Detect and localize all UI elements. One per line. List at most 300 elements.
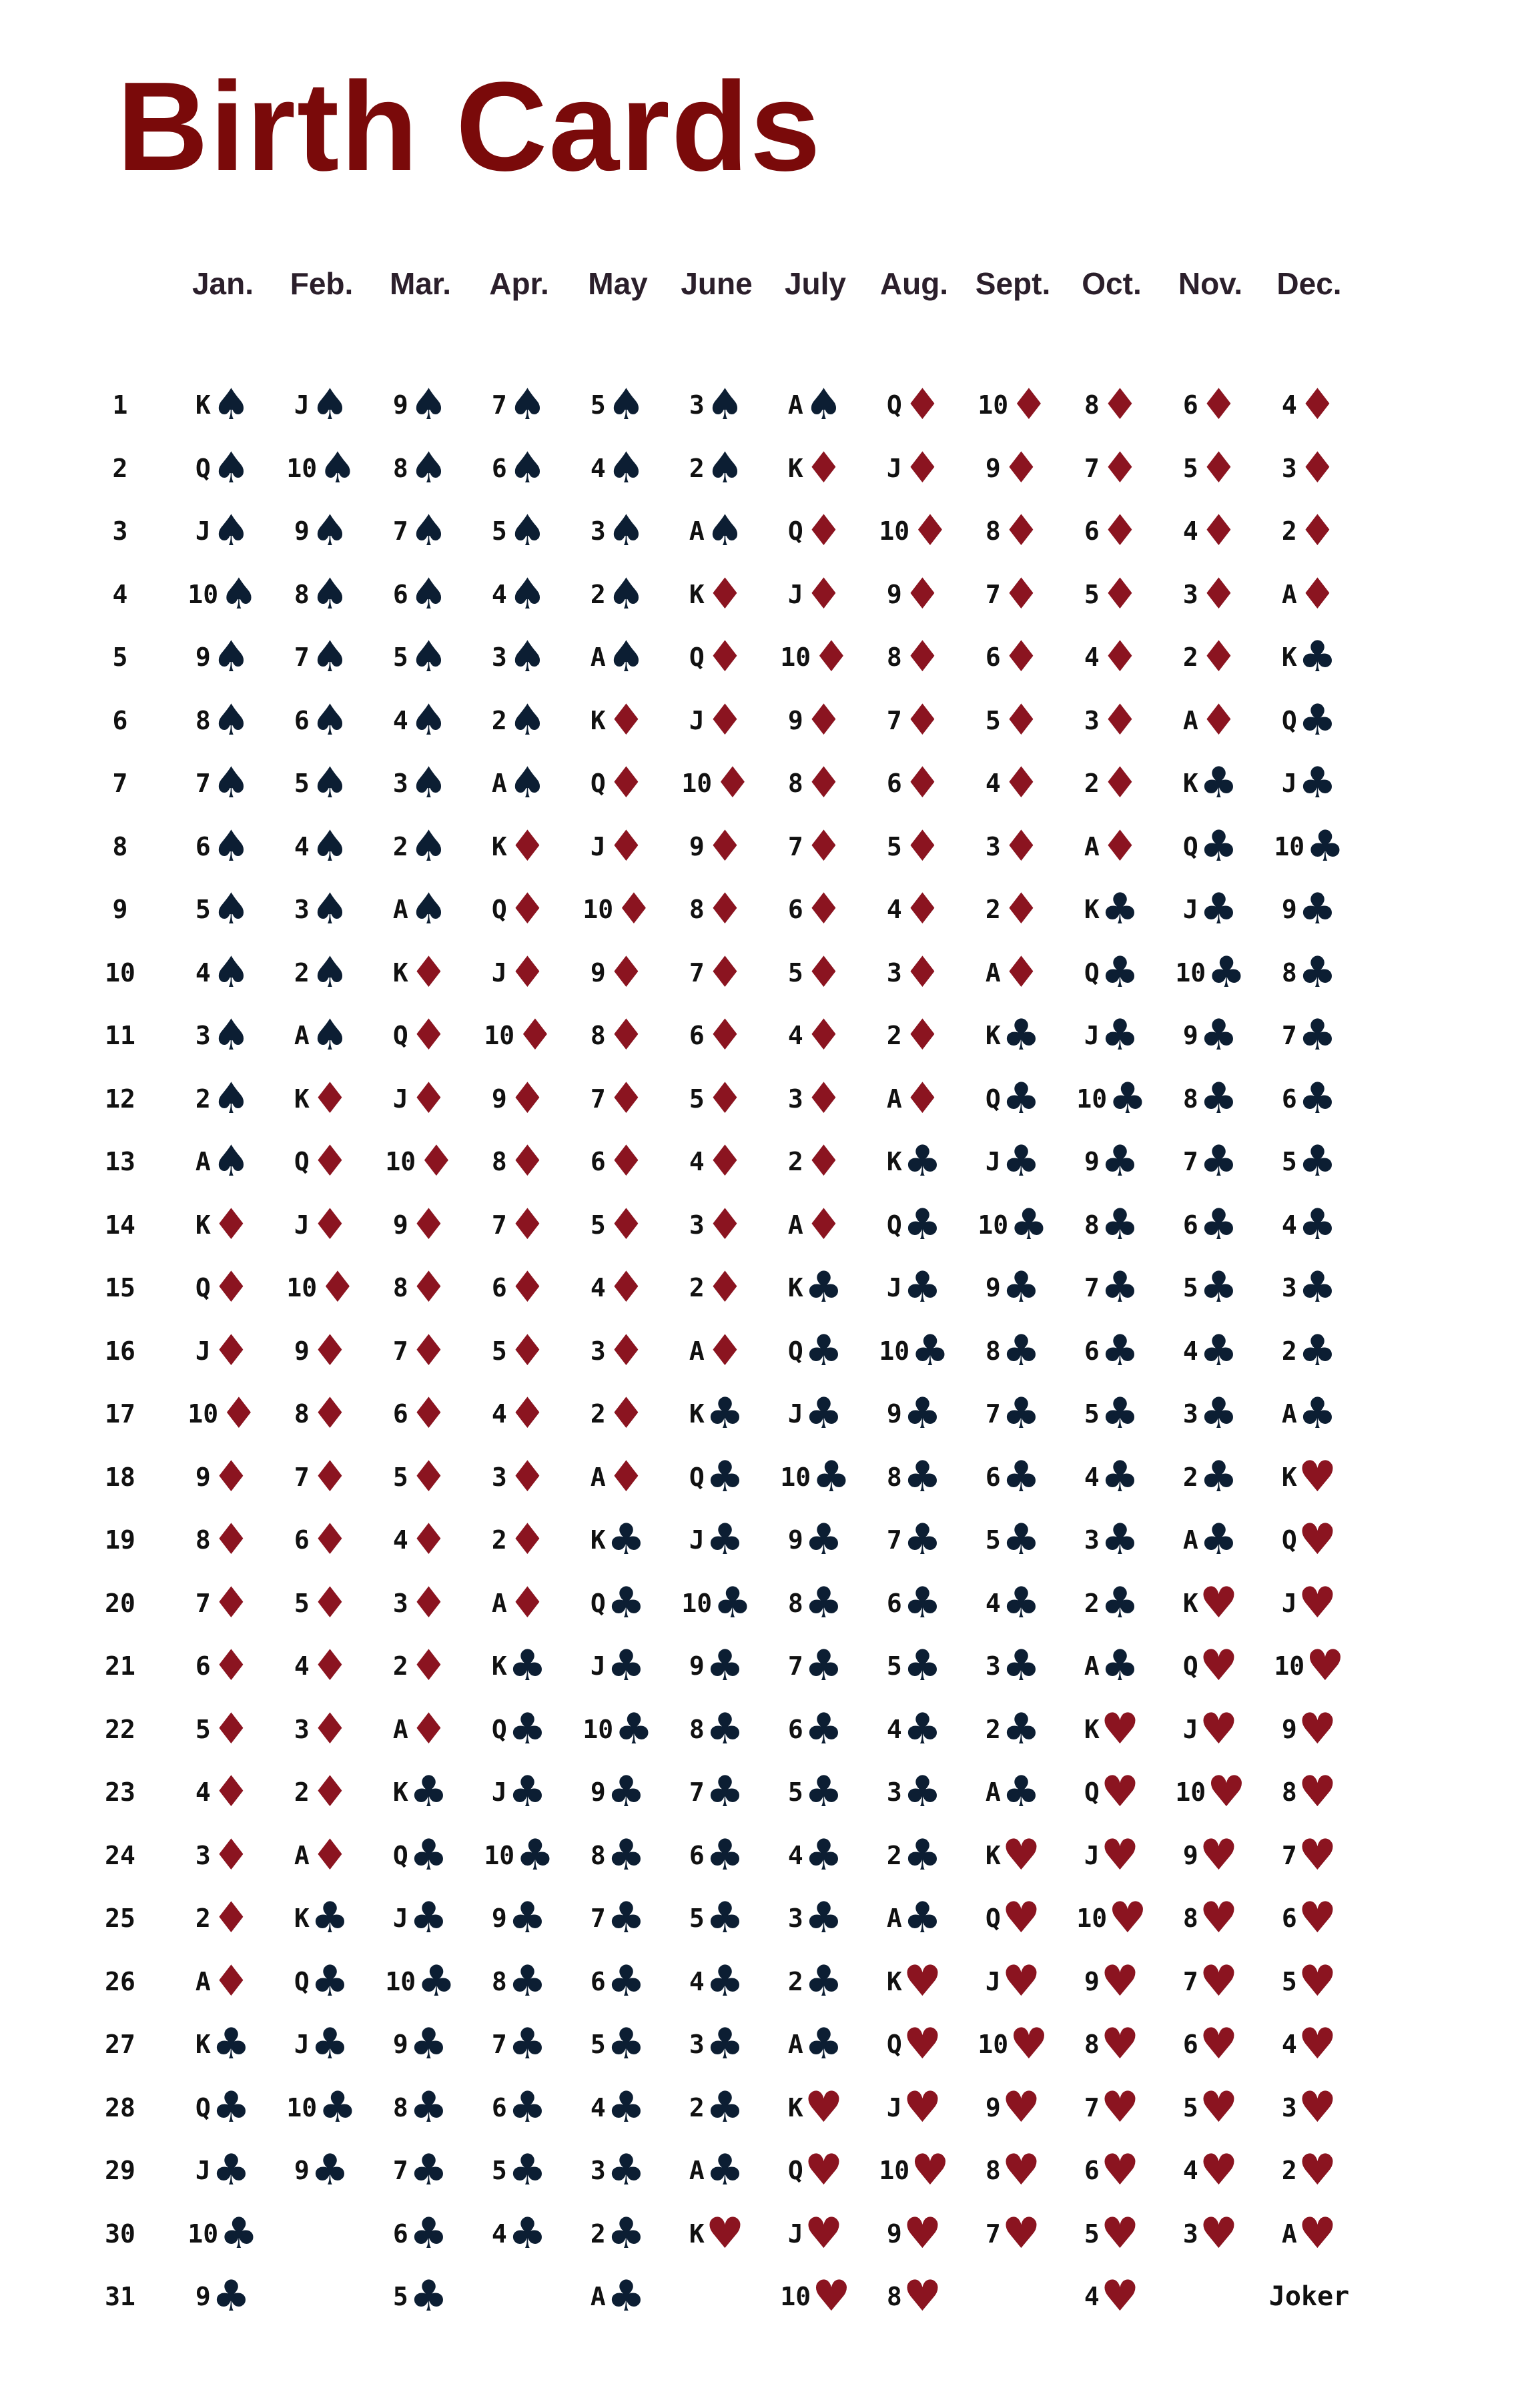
diamond-icon: ♦ [409, 1011, 448, 1061]
birth-card [1161, 2020, 1260, 2070]
club-icon: ♣ [310, 2020, 350, 2070]
card-rank: 9 [1084, 1966, 1100, 1996]
spade-icon: ♠ [705, 506, 745, 556]
card-rank: 5 [590, 1210, 606, 1240]
diamond-icon: ♦ [804, 821, 843, 871]
spade-icon: ♠ [310, 506, 350, 556]
birth-card [667, 1200, 766, 1250]
birth-card [766, 1515, 865, 1565]
birth-card [865, 443, 964, 493]
birth-card [568, 1137, 667, 1187]
spade-icon: ♠ [409, 633, 448, 683]
card-rank: 7 [689, 957, 705, 987]
diamond-icon: ♦ [417, 1137, 456, 1187]
club-icon: ♣ [804, 1389, 843, 1439]
spade-icon: ♠ [212, 885, 251, 935]
birth-card [1161, 1200, 1260, 1250]
card-rank: Q [787, 516, 803, 546]
card-rank: A [1281, 1399, 1297, 1429]
birth-card [964, 380, 1062, 430]
diamond-icon: ♦ [212, 1956, 251, 2006]
birth-card [470, 1389, 568, 1439]
diamond-icon: ♦ [812, 633, 851, 683]
month-header: Dec. [1276, 266, 1342, 301]
birth-card [766, 2209, 865, 2259]
diamond-icon: ♦ [903, 947, 942, 997]
diamond-icon: ♦ [508, 947, 547, 997]
club-icon: ♣ [705, 1830, 745, 1880]
heart-icon: ♥ [1100, 1767, 1140, 1818]
spade-icon: ♠ [310, 1011, 350, 1061]
diamond-icon: ♦ [212, 1641, 251, 1691]
spade-icon: ♠ [212, 695, 251, 745]
card-rank: 6 [392, 2219, 408, 2249]
card-rank: 2 [590, 1399, 606, 1429]
birth-card [1062, 2020, 1161, 2070]
diamond-icon: ♦ [607, 1452, 646, 1502]
card-rank: 2 [689, 453, 705, 483]
birth-card [964, 1263, 1062, 1313]
diamond-icon: ♦ [1199, 569, 1238, 619]
card-rank: 2 [294, 1777, 310, 1808]
birth-card [272, 2082, 371, 2132]
birth-card [371, 1515, 470, 1565]
card-rank: 10 [187, 579, 219, 609]
club-icon: ♣ [804, 1641, 843, 1691]
diamond-icon: ♦ [508, 1074, 547, 1124]
card-rank: 8 [392, 2092, 408, 2122]
day-rows [67, 374, 1359, 2329]
birth-card [865, 2272, 964, 2322]
day-number: 23 [105, 1777, 135, 1808]
diamond-icon: ♦ [1100, 821, 1140, 871]
card-rank: J [590, 1651, 606, 1681]
birth-card [1260, 1389, 1359, 1439]
card-rank: 5 [985, 705, 1001, 735]
birth-card [766, 1956, 865, 2006]
card-rank: K [886, 1147, 902, 1177]
diamond-icon: ♦ [310, 1389, 350, 1439]
birth-card [865, 380, 964, 430]
card-rank: K [787, 1273, 803, 1303]
card-rank: 2 [1084, 769, 1100, 799]
club-icon: ♣ [804, 1956, 843, 2006]
birth-card [470, 2082, 568, 2132]
birth-card [766, 1137, 865, 1187]
card-rank: 4 [491, 579, 507, 609]
diamond-icon: ♦ [903, 759, 942, 809]
card-rank: 6 [1182, 1210, 1198, 1240]
card-rank: 2 [689, 1273, 705, 1303]
birth-card [1062, 1263, 1161, 1313]
spade-icon: ♠ [508, 380, 547, 430]
card-rank: 10 [1076, 1904, 1108, 1934]
club-icon: ♣ [1002, 1767, 1041, 1818]
card-rank: 2 [1281, 1336, 1297, 1366]
card-rank: 2 [491, 1525, 507, 1555]
birth-card [865, 821, 964, 871]
card-rank: A [1281, 579, 1297, 609]
birth-card [766, 947, 865, 997]
birth-card [568, 2209, 667, 2259]
card-rank: K [195, 1210, 211, 1240]
month-header: Mar. [389, 266, 452, 301]
card-rank: 3 [985, 1651, 1001, 1681]
card-rank: K [1182, 1588, 1198, 1618]
card-rank: 5 [392, 2282, 408, 2312]
club-icon: ♣ [607, 2146, 646, 2196]
birth-card [865, 1389, 964, 1439]
birth-card [766, 695, 865, 745]
club-icon: ♣ [1002, 1326, 1041, 1376]
card-rank: 9 [1084, 1147, 1100, 1177]
day-number: 2 [112, 453, 128, 483]
birth-card [1062, 947, 1161, 997]
birth-card [371, 1641, 470, 1691]
birth-card [1260, 1767, 1359, 1818]
club-icon: ♣ [1100, 947, 1140, 997]
card-rank: 8 [787, 769, 803, 799]
club-icon: ♣ [1199, 1389, 1238, 1439]
card-rank: 3 [689, 1210, 705, 1240]
card-rank: 4 [1281, 2030, 1297, 2060]
heart-icon: ♥ [1298, 2082, 1337, 2132]
diamond-icon: ♦ [607, 1326, 646, 1376]
club-icon: ♣ [1002, 1578, 1041, 1628]
club-icon: ♣ [212, 2020, 251, 2070]
birth-card [568, 1704, 667, 1754]
heart-icon: ♥ [804, 2209, 843, 2259]
card-rank: 9 [195, 643, 211, 673]
heart-icon: ♥ [1002, 2082, 1041, 2132]
birth-card [272, 1641, 371, 1691]
birth-card [1062, 885, 1161, 935]
card-rank: 2 [1182, 1462, 1198, 1492]
birth-card [964, 1389, 1062, 1439]
birth-card [667, 380, 766, 430]
card-rank: 7 [787, 1651, 803, 1681]
month-header: Nov. [1178, 266, 1243, 301]
club-icon: ♣ [1199, 1452, 1238, 1502]
card-rank: A [886, 1084, 902, 1114]
heart-icon: ♥ [1108, 1894, 1147, 1944]
diamond-icon: ♦ [1100, 759, 1140, 809]
spade-icon: ♠ [310, 695, 350, 745]
diamond-icon: ♦ [508, 1389, 547, 1439]
diamond-icon: ♦ [409, 1389, 448, 1439]
club-icon: ♣ [212, 2272, 251, 2322]
day-row [67, 1698, 1359, 1761]
birth-card [1161, 1704, 1260, 1754]
month-header: Aug. [879, 266, 949, 301]
card-rank: A [689, 516, 705, 546]
birth-card [667, 443, 766, 493]
day-row [67, 1635, 1359, 1698]
club-icon: ♣ [903, 1452, 942, 1502]
diamond-icon: ♦ [903, 569, 942, 619]
club-icon: ♣ [705, 1894, 745, 1944]
card-rank: 8 [491, 1147, 507, 1177]
diamond-icon: ♦ [409, 1263, 448, 1313]
birth-card [568, 695, 667, 745]
card-rank: K [787, 2092, 803, 2122]
birth-card [470, 1200, 568, 1250]
heart-icon: ♥ [903, 2020, 942, 2070]
club-icon: ♣ [508, 1956, 547, 2006]
card-rank: Q [1182, 831, 1198, 861]
birth-card [667, 1137, 766, 1187]
birth-card [1260, 821, 1359, 871]
diamond-icon: ♦ [212, 1830, 251, 1880]
card-rank: 9 [886, 2219, 902, 2249]
spade-icon: ♠ [607, 506, 646, 556]
card-rank: Q [1281, 1525, 1297, 1555]
spade-icon: ♠ [212, 1074, 251, 1124]
club-icon: ♣ [409, 2146, 448, 2196]
card-rank: 6 [787, 1714, 803, 1744]
club-icon: ♣ [705, 2020, 745, 2070]
spade-icon: ♠ [212, 380, 251, 430]
heart-icon: ♥ [903, 1956, 942, 2006]
birth-card [371, 1263, 470, 1313]
club-icon: ♣ [615, 1704, 653, 1754]
birth-card [371, 821, 470, 871]
birth-card [667, 1011, 766, 1061]
birth-card [667, 2146, 766, 2196]
card-rank: 6 [590, 1147, 606, 1177]
card-rank: 2 [689, 2092, 705, 2122]
card-rank: 9 [195, 1462, 211, 1492]
diamond-icon: ♦ [607, 1074, 646, 1124]
card-rank: 10 [1175, 1777, 1206, 1808]
month-header: Apr. [489, 266, 549, 301]
card-rank: 4 [195, 1777, 211, 1808]
birth-card [272, 2146, 371, 2196]
card-rank: 7 [195, 1588, 211, 1618]
club-icon: ♣ [1002, 1074, 1041, 1124]
card-rank: 9 [294, 1336, 310, 1366]
heart-icon: ♥ [1100, 2209, 1140, 2259]
club-icon: ♣ [310, 1956, 350, 2006]
club-icon: ♣ [705, 1704, 745, 1754]
birth-card [865, 1515, 964, 1565]
birth-card [173, 443, 272, 493]
club-icon: ♣ [1199, 1074, 1238, 1124]
card-rank: J [195, 2156, 211, 2186]
birth-card [865, 759, 964, 809]
birth-card [1161, 2209, 1260, 2259]
card-rank: 8 [985, 516, 1001, 546]
birth-card [865, 2146, 964, 2196]
club-icon: ♣ [1298, 1200, 1337, 1250]
card-rank: 6 [491, 1273, 507, 1303]
card-rank: 7 [590, 1084, 606, 1114]
card-rank: Q [886, 1210, 902, 1240]
spade-icon: ♠ [409, 759, 448, 809]
card-rank: Q [195, 1273, 211, 1303]
birth-card [568, 821, 667, 871]
card-rank: 2 [491, 705, 507, 735]
birth-card [865, 569, 964, 619]
heart-icon: ♥ [1199, 2146, 1238, 2196]
birth-card [470, 1767, 568, 1818]
card-rank: 3 [886, 1777, 902, 1808]
day-number: 28 [105, 2092, 135, 2122]
club-icon: ♣ [1002, 1515, 1041, 1565]
club-icon: ♣ [409, 2020, 448, 2070]
diamond-icon: ♦ [607, 1011, 646, 1061]
club-icon: ♣ [508, 1894, 547, 1944]
card-rank: 4 [985, 1588, 1001, 1618]
diamond-icon: ♦ [1002, 947, 1041, 997]
birth-card [470, 695, 568, 745]
day-row [67, 1572, 1359, 1635]
birth-card [1260, 506, 1359, 556]
heart-icon: ♥ [1100, 2146, 1140, 2196]
club-icon: ♣ [1199, 885, 1238, 935]
day-row [67, 1509, 1359, 1572]
diamond-icon: ♦ [903, 1011, 942, 1061]
day-number: 4 [112, 579, 128, 609]
day-row [67, 1887, 1359, 1950]
card-rank: 5 [491, 516, 507, 546]
birth-card [964, 506, 1062, 556]
card-rank: Q [590, 769, 606, 799]
card-rank: 2 [392, 1651, 408, 1681]
birth-card [766, 1200, 865, 1250]
birth-card [1260, 1326, 1359, 1376]
birth-card [470, 1641, 568, 1691]
card-rank: 6 [491, 2092, 507, 2122]
birth-card [667, 1515, 766, 1565]
diamond-icon: ♦ [903, 695, 942, 745]
day-row [67, 500, 1359, 563]
card-rank: 4 [985, 769, 1001, 799]
birth-card [173, 2146, 272, 2196]
card-rank: 8 [787, 1588, 803, 1618]
club-icon: ♣ [705, 1515, 745, 1565]
birth-card [470, 885, 568, 935]
birth-card [667, 569, 766, 619]
day-number: 15 [105, 1273, 135, 1303]
birth-card [470, 633, 568, 683]
spade-icon: ♠ [212, 443, 251, 493]
card-rank: 2 [590, 2219, 606, 2249]
card-rank: J [985, 1147, 1001, 1177]
birth-card [964, 1830, 1062, 1880]
card-rank: 2 [886, 1021, 902, 1051]
birth-card [173, 1011, 272, 1061]
birth-card [371, 1011, 470, 1061]
card-rank: J [1084, 1840, 1100, 1870]
birth-card [568, 1011, 667, 1061]
card-rank: K [491, 831, 507, 861]
birth-card [371, 1894, 470, 1944]
diamond-icon: ♦ [607, 1263, 646, 1313]
card-rank: 4 [886, 895, 902, 925]
card-rank: 7 [392, 516, 408, 546]
joker-label: Joker [1268, 2281, 1350, 2313]
birth-card [865, 1200, 964, 1250]
card-rank: 7 [590, 1904, 606, 1934]
heart-icon: ♥ [1298, 1894, 1337, 1944]
club-icon: ♣ [417, 1956, 456, 2006]
club-icon: ♣ [1002, 1704, 1041, 1754]
birth-card [1161, 821, 1260, 871]
card-rank: Q [392, 1840, 408, 1870]
diamond-icon: ♦ [1199, 380, 1238, 430]
card-rank: K [787, 453, 803, 483]
club-icon: ♣ [1199, 1137, 1238, 1187]
birth-card [964, 1452, 1062, 1502]
diamond-icon: ♦ [409, 1578, 448, 1628]
birth-card [470, 380, 568, 430]
diamond-icon: ♦ [804, 759, 843, 809]
day-row [67, 878, 1359, 941]
diamond-icon: ♦ [903, 380, 942, 430]
birth-card [667, 947, 766, 997]
card-rank: 5 [1084, 2219, 1100, 2249]
spade-icon: ♠ [318, 443, 357, 493]
birth-card [766, 885, 865, 935]
birth-card [964, 885, 1062, 935]
diamond-icon: ♦ [310, 1200, 350, 1250]
card-rank: 9 [985, 1273, 1001, 1303]
birth-card [371, 2209, 470, 2259]
card-rank: A [294, 1021, 310, 1051]
heart-icon: ♥ [903, 2209, 942, 2259]
diamond-icon: ♦ [409, 1074, 448, 1124]
card-rank: J [195, 1336, 211, 1366]
card-rank: 8 [985, 2156, 1001, 2186]
card-rank: 5 [985, 1525, 1001, 1555]
card-rank: 8 [294, 1399, 310, 1429]
card-rank: 9 [787, 705, 803, 735]
club-icon: ♣ [1298, 1263, 1337, 1313]
birth-card [173, 1704, 272, 1754]
birth-card [1161, 1894, 1260, 1944]
spade-icon: ♠ [607, 633, 646, 683]
birth-card [667, 1263, 766, 1313]
birth-card [964, 947, 1062, 997]
card-rank: 4 [787, 1840, 803, 1870]
birth-card [1161, 1830, 1260, 1880]
birth-card [1062, 1704, 1161, 1754]
birth-card [1260, 1704, 1359, 1754]
card-rank: 7 [886, 1525, 902, 1555]
club-icon: ♣ [1100, 1452, 1140, 1502]
birth-card [173, 1389, 272, 1439]
club-icon: ♣ [1298, 1137, 1337, 1187]
birth-card [865, 633, 964, 683]
diamond-icon: ♦ [705, 633, 745, 683]
diamond-icon: ♦ [607, 1137, 646, 1187]
heart-icon: ♥ [1199, 1894, 1238, 1944]
diamond-icon: ♦ [615, 885, 653, 935]
club-icon: ♣ [1100, 1578, 1140, 1628]
birth-card [964, 695, 1062, 745]
birth-card [1062, 1074, 1161, 1124]
card-rank: 7 [195, 769, 211, 799]
birth-card [865, 1011, 964, 1061]
club-icon: ♣ [508, 2082, 547, 2132]
card-rank: A [491, 769, 507, 799]
card-rank: Q [1084, 1777, 1100, 1808]
club-icon: ♣ [1002, 1263, 1041, 1313]
card-rank: 5 [1182, 453, 1198, 483]
card-rank: J [294, 2030, 310, 2060]
birth-card [865, 1704, 964, 1754]
